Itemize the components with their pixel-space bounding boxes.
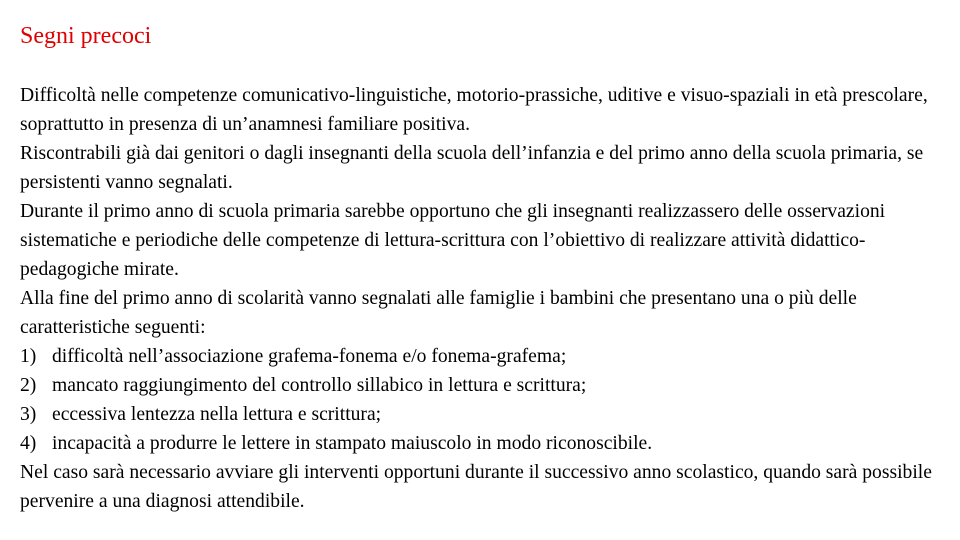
list-item-number: 4) (20, 433, 37, 454)
slide-body (20, 81, 945, 516)
list-item (20, 400, 945, 429)
slide-title: Segni precoci (20, 23, 152, 49)
list-item-text: incapacità a produrre le lettere in stampato maiuscolo in modo riconoscibile. (52, 433, 653, 454)
list-item (20, 342, 945, 371)
list-item-text: difficoltà nell’associazione grafema-fonema e/o fonema-grafema; (52, 346, 567, 367)
paragraph-early-difficulties: Difficoltà nelle competenze comunicativo-linguistiche, motorio-prassiche, uditive e visuo-spaziali in età prescolare, soprattutto in presenza di un’anamnesi familiare positiva. (20, 85, 928, 135)
paragraph-reporting-intro: Alla fine del primo anno di scolarità vanno segnalati alle famiglie i bambini che presentano una o più delle caratteristiche seguenti: (20, 288, 857, 338)
paragraph-detectability: Riscontrabili già dai genitori o dagli insegnanti della scuola dell’infanzia e del primo anno della scuola primaria, se persistenti vanno segnalati. (20, 143, 924, 193)
paragraph-first-year-observations: Durante il primo anno di scuola primaria sarebbe opportuno che gli insegnanti realizzassero delle osservazioni sistematiche e periodiche delle competenze di lettura-scrittura con l’obiettivo di realizzare attività didattico-pedagogiche mirate. (20, 201, 886, 280)
characteristics-list (20, 342, 945, 458)
list-item-number: 3) (20, 404, 37, 425)
list-item-text: eccessiva lentezza nella lettura e scrittura; (52, 404, 382, 425)
list-item (20, 429, 945, 458)
list-item-number: 2) (20, 375, 37, 396)
list-item (20, 371, 945, 400)
list-item-text: mancato raggiungimento del controllo sillabico in lettura e scrittura; (52, 375, 587, 396)
slide (20, 20, 945, 516)
paragraph-conclusion: Nel caso sarà necessario avviare gli interventi opportuni durante il successivo anno scolastico, quando sarà possibile pervenire a una diagnosi attendibile. (20, 462, 932, 512)
list-item-number: 1) (20, 346, 37, 367)
